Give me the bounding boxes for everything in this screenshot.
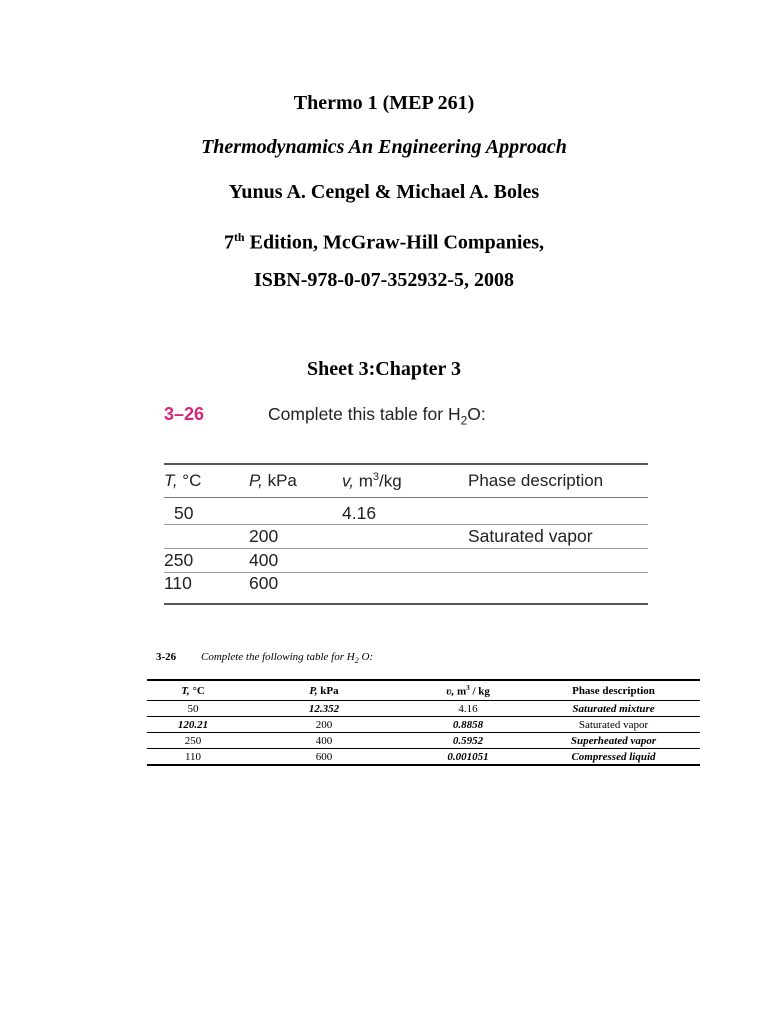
statement-subscript: 2 [460,413,468,428]
cell-pressure: 200 [239,717,409,733]
problem-statement [268,404,486,428]
problem-number: 3–26 [164,404,205,424]
cell-temperature: 110 [164,573,249,605]
cell-specific-volume [342,525,468,549]
table-row [147,749,700,766]
cell-phase: Compressed liquid [527,749,700,766]
cell-specific-volume: 4.16 [342,498,468,525]
cell-specific-volume: 0.001051 [409,749,527,766]
cell-phase: Saturated mixture [527,701,700,717]
problem-table-header [164,464,648,498]
table-row [164,549,648,573]
solution-table [147,679,700,766]
cell-temperature [164,525,249,549]
cell-phase [468,549,648,573]
header-specific-volume: ʋ, $m^3$ / kg [409,680,527,701]
sheet-title: Sheet 3:Chapter 3 [306,358,462,380]
table-row [147,701,700,717]
cell-temperature: 250 [147,733,239,749]
table-row [147,733,700,749]
solution-number: 3-26 [156,651,177,663]
table-row [164,525,648,549]
cell-temperature: 250 [164,549,249,573]
header-pressure: P, kPa [249,464,342,498]
cell-temperature: 50 [147,701,239,717]
cell-phase: Saturated vapor [527,717,700,733]
cell-pressure: 400 [249,549,342,573]
header-phase: Phase description [468,464,648,498]
authors: Yunus A. Cengel & Michael A. Boles [228,181,540,203]
table-row [147,717,700,733]
cell-specific-volume [342,573,468,605]
cell-phase [468,498,648,525]
edition-publisher: Edition, McGraw-Hill Companies, [244,231,545,254]
cell-pressure: 600 [249,573,342,605]
cell-temperature: 50 [164,498,249,525]
cell-temperature: 110 [147,749,239,766]
course-title: Thermo 1 (MEP 261) [293,92,475,114]
cell-pressure: 400 [239,733,409,749]
edition-ordinal: th [233,230,245,244]
statement-suffix: O: [358,651,374,663]
header-pressure: P, kPa [239,680,409,701]
cell-pressure: 200 [249,525,342,549]
solution-table-header [147,680,700,701]
cell-pressure: 12.352 [239,701,409,717]
cell-phase: Superheated vapor [527,733,700,749]
header-specific-volume: v, $m^3/kg$ [342,464,468,498]
cell-phase [468,573,648,605]
edition-number: 7 [223,231,234,254]
problem-table [164,463,648,605]
book-title: Thermodynamics An Engineering Approach [201,136,567,158]
edition [0,225,768,255]
cell-specific-volume: 0.5952 [409,733,527,749]
isbn: ISBN-978-0-07-352932-5, 2008 [254,269,514,291]
table-row [164,573,648,605]
cell-specific-volume: 4.16 [409,701,527,717]
table-row [164,498,648,525]
statement-text: Complete this table for H [268,404,461,424]
cell-phase: Saturated vapor [468,525,648,549]
cell-specific-volume: 0.8858 [409,717,527,733]
cell-pressure [249,498,342,525]
cell-specific-volume [342,549,468,573]
cell-pressure: 600 [239,749,409,766]
statement-suffix: O: [467,404,486,424]
header-temperature: T, °C [147,680,239,701]
solution-statement [201,651,373,665]
cell-temperature: 120.21 [147,717,239,733]
statement-text: Complete the following table for H [201,651,355,663]
header-phase: Phase description [527,680,700,701]
statement-subscript: 2 [354,656,359,666]
header-temperature: T, °C [164,464,249,498]
